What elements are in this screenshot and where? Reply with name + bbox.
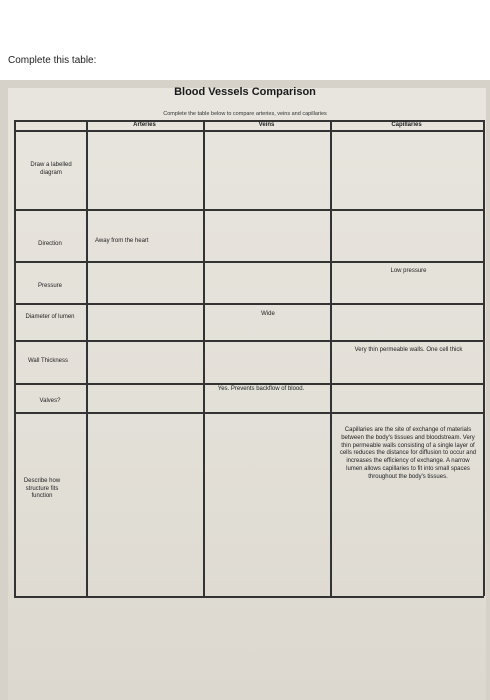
header-arteries: Arteries (133, 122, 156, 128)
row-label-structure-function: Describe how structure fits function (23, 478, 61, 499)
cell-capillaries-pressure: Low pressure (390, 268, 427, 274)
instruction-text: Complete this table: (8, 55, 97, 66)
row-label-diameter: Diameter of lumen (25, 314, 75, 320)
cell-veins-diameter: Wide (261, 311, 275, 317)
row-label-direction: Direction (38, 241, 62, 247)
grid-line (483, 120, 485, 596)
header-veins: Veins (258, 122, 275, 128)
cell-veins-valves: Yes. Prevents backflow of blood. (217, 386, 305, 392)
grid-line (14, 596, 484, 598)
cell-arteries-direction: Away from the heart (95, 238, 149, 244)
paper-sheet (8, 88, 486, 700)
grid-line (14, 303, 484, 305)
cell-capillaries-structure: Capillaries are the site of exchange of materials between the body's tissues and bloodstream. Very thin permeable walls consisting of a single layer of cells reduces the distance for diffusion to occur and increases the efficiency of exchange. A narrow lumen allows capillaries to fit into small spaces throughout the body's tissues. (339, 427, 477, 480)
grid-line (14, 120, 16, 596)
row-label-diagram: Draw a labelled diagram (30, 162, 72, 176)
grid-line (14, 340, 484, 342)
grid-line (14, 261, 484, 263)
grid-line (203, 120, 205, 596)
grid-line (86, 120, 88, 596)
grid-line (14, 383, 484, 385)
worksheet-subtitle: Complete the table below to compare arteries, veins and capillaries (163, 111, 327, 117)
row-label-wall-thickness: Wall Thickness (27, 358, 68, 364)
row-label-valves: Valves? (39, 398, 61, 404)
cell-capillaries-wall: Very thin permeable walls. One cell thick (354, 347, 463, 353)
grid-line (330, 120, 332, 596)
worksheet-title: Blood Vessels Comparison (174, 86, 316, 98)
grid-line (14, 130, 484, 132)
grid-line (14, 209, 484, 211)
grid-line (14, 412, 484, 414)
row-label-pressure: Pressure (37, 283, 62, 289)
header-capillaries: Capillaries (391, 122, 422, 128)
